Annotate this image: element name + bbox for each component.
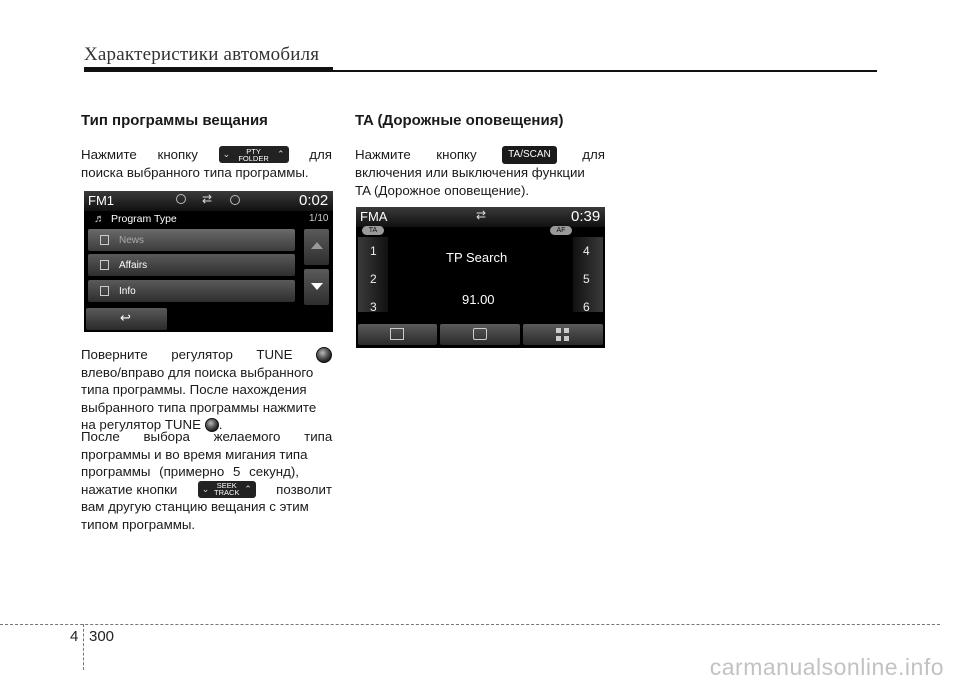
section-title-program-type: Тип программы вещания: [81, 112, 268, 129]
tune-knob-icon: [316, 347, 332, 363]
seek-track-button: [198, 481, 256, 498]
seek-track-label: [209, 482, 244, 496]
paragraph-tune: [81, 346, 332, 434]
clock-icon: [230, 195, 240, 205]
program-type-label: Program Type: [111, 213, 177, 225]
tune-line-4: выбранного типа программы нажмите: [81, 399, 317, 415]
preset-button-4[interactable]: 4: [583, 244, 590, 258]
usb-icon: ⇄: [476, 208, 487, 222]
ta-line-1: [355, 146, 605, 164]
triangle-down-icon: [311, 283, 323, 290]
preset-button-5[interactable]: 5: [583, 272, 590, 286]
back-button[interactable]: [86, 308, 167, 330]
tune-line-1: [81, 346, 332, 364]
list-item-affairs[interactable]: [88, 254, 295, 276]
list-item-info[interactable]: [88, 280, 295, 302]
preset-button-6[interactable]: 6: [583, 300, 590, 314]
chapter-number: 4: [70, 628, 79, 645]
chevron-down-icon: ⌄: [201, 483, 210, 494]
ta-line-2: включения или выключения функции: [355, 165, 585, 180]
frequency-display: 91.00: [462, 292, 495, 307]
text: влево/вправо для поиска выбранного: [81, 364, 314, 380]
text: нажатие кнопки: [81, 481, 178, 497]
header-rule-thin: [333, 70, 877, 72]
ta-line-3: TA (Дорожное оповещение).: [355, 182, 530, 198]
radio-scan-icon: [473, 328, 487, 340]
list-item-icon: [100, 260, 109, 270]
word: для: [309, 147, 332, 162]
seek-line-5: вам другую станцию вещания с этим: [81, 499, 309, 514]
radio-list-button[interactable]: [358, 324, 437, 345]
program-type-screen: [84, 191, 333, 332]
footer-divider: [83, 624, 84, 670]
status-bar: [356, 207, 605, 227]
pty-folder-label: [230, 148, 277, 162]
status-bar: [84, 191, 333, 211]
chevron-down-icon: ⌄: [222, 149, 231, 160]
paragraph-ta: [355, 146, 605, 199]
seek-line-1: После выбора желаемого типа: [81, 429, 333, 444]
word: кнопку: [436, 147, 477, 163]
tune-line-2: [81, 364, 332, 382]
seek-line-4: [81, 481, 332, 499]
word: регулятор: [171, 347, 233, 362]
grid-icon: [556, 328, 569, 341]
word: Нажмите: [355, 147, 411, 163]
text: позволит: [276, 481, 332, 497]
section-title-ta: TA (Дорожные оповещения): [355, 112, 564, 129]
chevron-up-icon: ⌃: [244, 483, 252, 494]
seek-line-6: типом программы.: [81, 516, 196, 532]
word: кнопку: [157, 147, 198, 162]
time-display: 0:02: [299, 192, 329, 209]
back-arrow-icon: ↩: [120, 310, 131, 325]
pty-line-1: [81, 146, 332, 164]
seek-label: SEEK: [216, 481, 237, 491]
pty-label: PTY: [246, 146, 261, 156]
radio-icon: [390, 328, 404, 340]
seek-line-2: программы и во время мигания типа: [81, 446, 308, 462]
scroll-down-button[interactable]: [304, 269, 329, 305]
page-indicator: 1/10: [309, 213, 329, 224]
word: Нажмите: [81, 147, 137, 162]
tune-line-3: типа программы. После нахождения: [81, 382, 307, 397]
text: .: [218, 417, 223, 432]
music-note-icon: ♬: [94, 213, 105, 225]
menu-grid-button[interactable]: [523, 324, 603, 345]
seek-line-3: программы (примерно 5 секунд),: [81, 464, 299, 479]
page-number: 300: [89, 628, 115, 645]
chevron-up-icon: ⌃: [277, 149, 285, 160]
usb-icon: ⇄: [202, 192, 213, 206]
page-header-title: Характеристики автомобиля: [84, 44, 320, 65]
band-label: FMA: [360, 209, 388, 224]
list-item-news[interactable]: [88, 229, 295, 251]
triangle-up-icon: [311, 242, 323, 249]
ta-scan-button: TA/SCAN: [502, 146, 557, 164]
band-label: FM1: [88, 193, 114, 208]
track-label: TRACK: [214, 488, 240, 498]
pty-line-2: поиска выбранного типа программы.: [81, 164, 309, 180]
preset-button-3[interactable]: 3: [370, 300, 377, 314]
word: TUNE: [256, 347, 293, 362]
list-item-label: Affairs: [119, 259, 148, 271]
list-item-icon: [100, 235, 109, 245]
paragraph-seek: [81, 428, 332, 533]
list-item-label: News: [119, 234, 145, 246]
scroll-up-button[interactable]: [304, 229, 329, 265]
paragraph-pty: [81, 146, 332, 181]
stereo-icon: [176, 194, 186, 204]
preset-button-2[interactable]: 2: [370, 272, 377, 286]
text: на регулятор TUNE: [81, 417, 202, 432]
ta-indicator: TA: [362, 226, 384, 235]
watermark: carmanualsonline.info: [709, 654, 944, 680]
tp-search-label: TP Search: [446, 250, 508, 265]
tp-search-screen: [356, 207, 605, 348]
word: для: [582, 147, 605, 163]
word: Поверните: [81, 347, 148, 362]
folder-label: FOLDER: [238, 153, 269, 163]
list-item-icon: [100, 286, 109, 296]
footer-rule: [0, 624, 940, 625]
af-indicator: AF: [550, 226, 572, 235]
time-display: 0:39: [571, 208, 601, 225]
pty-folder-button: [219, 146, 289, 163]
header-rule-thick: [84, 67, 333, 72]
list-item-label: Info: [119, 285, 136, 297]
radio-scan-button[interactable]: [440, 324, 520, 345]
preset-button-1[interactable]: 1: [370, 244, 377, 258]
